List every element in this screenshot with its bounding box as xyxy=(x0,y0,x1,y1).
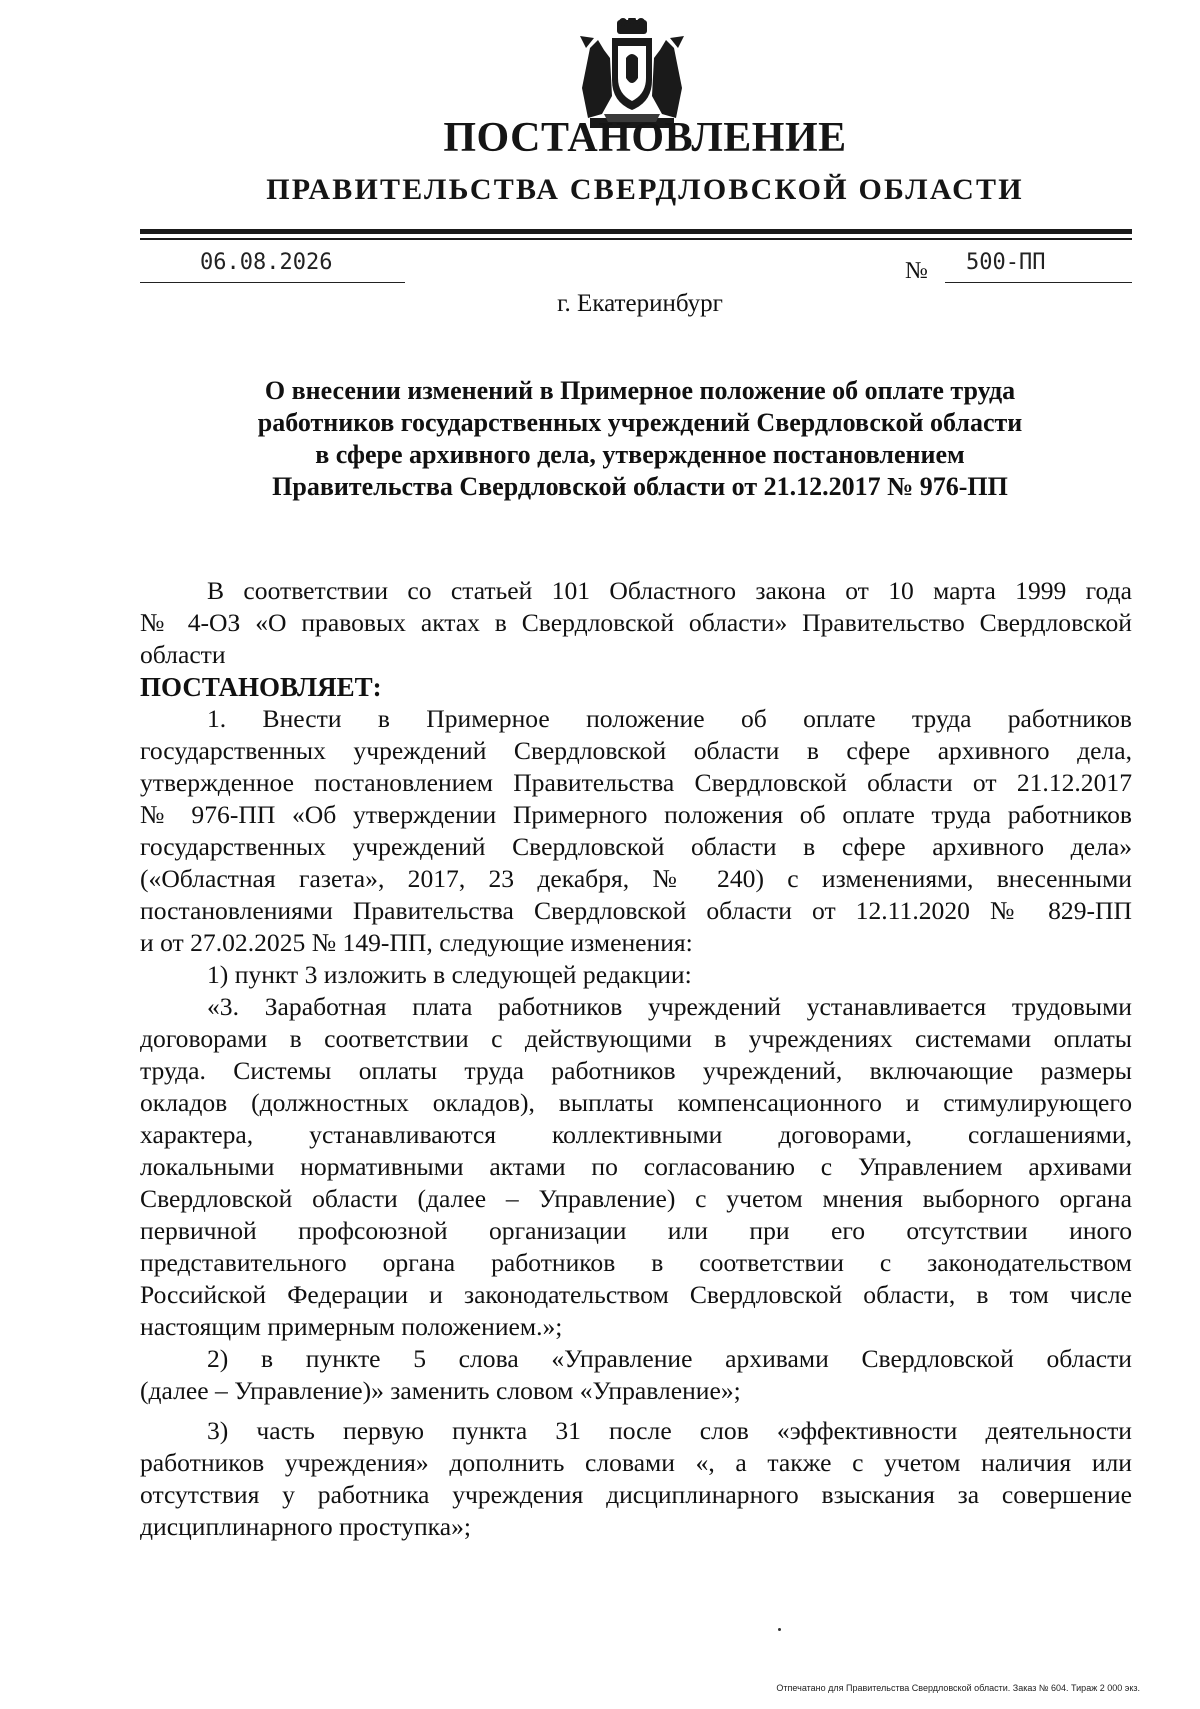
resolves-heading: ПОСТАНОВЛЯЕТ: xyxy=(140,672,382,702)
heading-line: О внесении изменений в Примерное положение об оплате труда xyxy=(264,376,1016,405)
document-heading xyxy=(160,375,1120,503)
text-line: № 4-ОЗ «О правовых актах в Свердловской области» Правительство Свердловской xyxy=(140,608,1132,637)
text-line: договорами в соответствии с действующими в учреждениях системами оплаты xyxy=(140,1024,1132,1053)
text-line: первичной профсоюзной организации или при его отсутствии иного xyxy=(140,1216,1132,1245)
point-3-quote xyxy=(140,991,1132,1343)
text-line: государственных учреждений Свердловской области в сфере архивного дела, xyxy=(140,736,1132,765)
text-line: 1. Внести в Примерное положение об оплате труда работников xyxy=(207,704,1132,733)
text-line: характера, устанавливаются коллективными договорами, соглашениями, xyxy=(140,1120,1132,1149)
document-number: 500-ПП xyxy=(966,250,1046,275)
text-line: Российской Федерации и законодательством Свердловской области, в том числе xyxy=(140,1280,1132,1309)
text-line: «3. Заработная плата работников учреждений устанавливается трудовыми xyxy=(207,992,1132,1021)
text-line: представительного органа работников в соответствии с законодательством xyxy=(140,1248,1132,1277)
text-line: работников учреждения» дополнить словами «, а также с учетом наличия или xyxy=(140,1448,1132,1477)
text-line: локальными нормативными актами по согласованию с Управлением архивами xyxy=(140,1152,1132,1181)
heading-line: в сфере архивного дела, утвержденное постановлением xyxy=(315,440,965,469)
text-line: № 976-ПП «Об утверждении Примерного положения об оплате труда работников xyxy=(140,800,1132,829)
text-line: Свердловской области (далее – Управление) с учетом мнения выборного органа xyxy=(140,1184,1132,1213)
text-line: области xyxy=(140,640,226,669)
text-line: настоящим примерным положением.»; xyxy=(140,1312,563,1341)
issuer-title: ПРАВИТЕЛЬСТВА СВЕРДЛОВСКОЙ ОБЛАСТИ xyxy=(266,173,1024,206)
text-line: государственных учреждений Свердловской области в сфере архивного дела» xyxy=(140,832,1132,861)
document-date: 06.08.2026 xyxy=(200,250,333,275)
text-line: дисциплинарного проступка»; xyxy=(140,1512,471,1541)
document-type-title: ПОСТАНОВЛЕНИЕ xyxy=(443,115,847,161)
text-line: (далее – Управление)» заменить словом «Управление»; xyxy=(140,1376,741,1405)
text-line: постановлениями Правительства Свердловской области от 12.11.2020 № 829-ПП xyxy=(140,896,1132,925)
text-line: («Областная газета», 2017, 23 декабря, № 240) с изменениями, внесенными xyxy=(140,864,1132,893)
text-line: 2) в пункте 5 слова «Управление архивами Свердловской области xyxy=(207,1344,1132,1373)
heading-line: Правительства Свердловской области от 21.12.2017 № 976-ПП xyxy=(272,472,1008,501)
header-rule-thick xyxy=(140,229,1132,234)
scan-speck xyxy=(778,1628,781,1631)
city: г. Екатеринбург xyxy=(557,290,723,317)
text-line: и от 27.02.2025 № 149-ПП, следующие изменения: xyxy=(140,928,693,957)
number-sign: № xyxy=(905,258,928,284)
print-imprint: Отпечатано для Правительства Свердловской области. Заказ № 604. Тираж 2 000 экз. xyxy=(776,1683,1140,1693)
text-line: утвержденное постановлением Правительства Свердловской области от 21.12.2017 xyxy=(140,768,1132,797)
text-line: труда. Системы оплаты труда работников учреждений, включающие размеры xyxy=(140,1056,1132,1085)
subitem-1-paragraph xyxy=(140,959,1132,991)
number-underline xyxy=(945,282,1132,283)
text-line: отсутствия у работника учреждения дисциплинарного взыскания за совершение xyxy=(140,1480,1132,1509)
text-line: 1) пункт 3 изложить в следующей редакции: xyxy=(207,960,692,989)
text-line: 3) часть первую пункта 31 после слов «эффективности деятельности xyxy=(207,1416,1132,1445)
heading-line: работников государственных учреждений Свердловской области xyxy=(257,408,1023,437)
subitem-2-paragraph xyxy=(140,1343,1132,1407)
preamble-paragraph xyxy=(140,575,1132,671)
text-line: окладов (должностных окладов), выплаты компенсационного и стимулирующего xyxy=(140,1088,1132,1117)
subitem-3-paragraph xyxy=(140,1415,1132,1543)
resolves-heading-block xyxy=(140,671,1132,703)
header-rule-thin xyxy=(140,238,1132,240)
item-1-paragraph xyxy=(140,703,1132,959)
text-line: В соответствии со статьей 101 Областного закона от 10 марта 1999 года xyxy=(207,576,1132,605)
date-underline xyxy=(140,282,405,283)
